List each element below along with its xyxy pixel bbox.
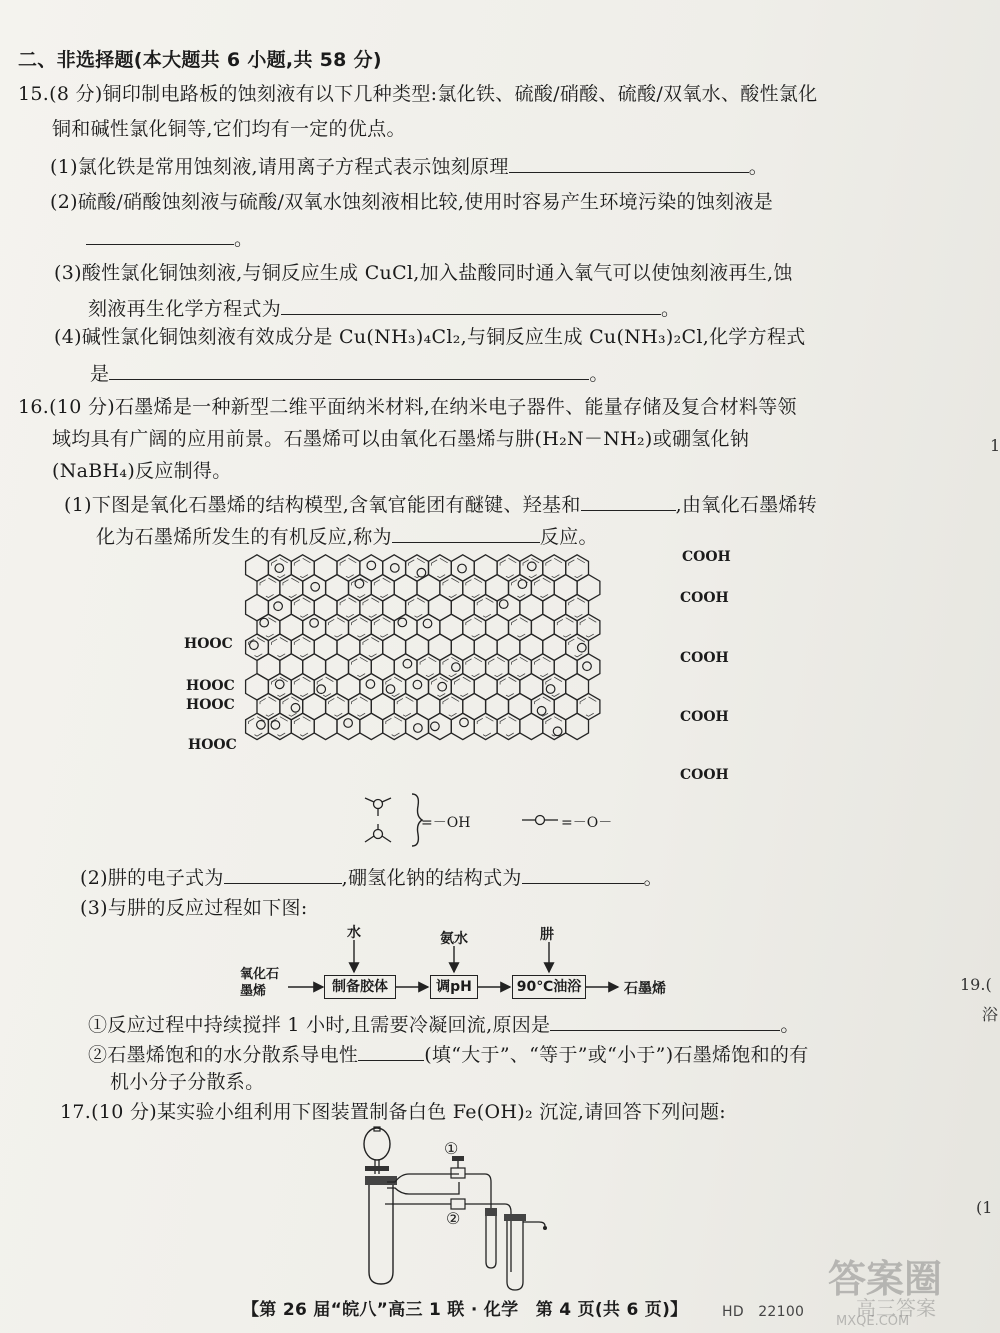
period: 。 xyxy=(748,156,769,178)
watermark-logo: 答案圈 xyxy=(828,1257,943,1301)
oxygen-group-marker xyxy=(553,727,562,736)
period: 。 xyxy=(780,1014,800,1036)
double-bond xyxy=(260,578,277,597)
oxygen-group-marker xyxy=(391,564,400,573)
group-hooc: HOOC xyxy=(186,697,235,713)
legend-hydroxyl-icon xyxy=(360,790,430,850)
double-bond xyxy=(363,598,380,617)
oxygen-group-marker xyxy=(578,643,587,652)
oxygen-group-marker xyxy=(366,680,375,689)
apparatus-label-1: ① xyxy=(444,1139,459,1158)
oxygen-group-marker xyxy=(458,564,467,573)
oxygen-group-marker xyxy=(417,568,426,577)
q16-part1 xyxy=(64,492,817,517)
double-bond xyxy=(294,558,311,577)
double-bond xyxy=(466,618,483,637)
q15-part3-answer xyxy=(88,296,680,321)
double-bond xyxy=(340,558,357,577)
flow-input-hydrazine: 肼 xyxy=(540,927,554,943)
double-bond xyxy=(260,697,277,716)
flow-step-colloid: 制备胶体 xyxy=(324,975,396,999)
q16-part1-text-b: ,由氧化石墨烯转 xyxy=(675,494,818,516)
answer-blank[interactable] xyxy=(281,296,661,315)
q16-sub2-text-b: (填“大于”、“等于”或“小于”)石墨烯饱和的有 xyxy=(424,1044,809,1066)
graphene-oxide-structure xyxy=(235,548,675,780)
group-cooh: COOH xyxy=(680,650,729,666)
q16-part1-text-d: 反应。 xyxy=(539,526,598,548)
q16-line2: 域均具有广阔的应用前景。石墨烯可以由氧化石墨烯与肼(H₂N－NH₂)或硼氢化钠 xyxy=(52,428,750,450)
period: 。 xyxy=(234,228,254,250)
oxygen-group-marker xyxy=(275,680,284,689)
q16-part2-text-a: (2)肼的电子式为 xyxy=(80,867,224,889)
q15-line2: 铜和碱性氯化铜等,它们均有一定的优点。 xyxy=(52,118,406,140)
answer-blank[interactable] xyxy=(509,154,749,173)
q16-sub2-text-a: ②石墨烯饱和的水分散系导电性 xyxy=(88,1044,359,1066)
double-bond xyxy=(386,717,403,736)
double-bond xyxy=(443,697,460,716)
flow-step-oil-bath: 90℃油浴 xyxy=(512,975,586,999)
double-bond xyxy=(477,598,494,617)
flow-step-ph: 调pH xyxy=(430,975,478,999)
period: 。 xyxy=(643,867,663,889)
q15-part2: (2)硫酸/硝酸蚀刻液与硫酸/双氧水蚀刻液相比较,使用时容易产生环境污染的蚀刻液是 xyxy=(50,191,774,213)
double-bond xyxy=(283,578,300,597)
double-bond xyxy=(352,697,369,716)
oxygen-group-marker xyxy=(398,618,407,627)
double-bond xyxy=(500,677,517,696)
answer-blank[interactable] xyxy=(109,361,589,380)
double-bond xyxy=(352,657,369,676)
group-cooh: COOH xyxy=(680,767,729,783)
double-bond xyxy=(329,618,346,637)
oxygen-group-marker xyxy=(344,719,353,728)
group-hooc: HOOC xyxy=(186,678,235,694)
double-bond xyxy=(569,598,586,617)
functional-group-markers xyxy=(250,561,592,736)
double-bond xyxy=(409,598,426,617)
side-text: 19.( xyxy=(960,975,992,994)
footer-text: 【第 26 届“皖八”高三 1 联 · 化学 第 4 页(共 6 页)】 xyxy=(242,1300,688,1320)
double-bond xyxy=(512,618,529,637)
answer-blank[interactable] xyxy=(86,226,234,245)
oxygen-group-marker xyxy=(414,724,423,733)
q15-line1: 15.(8 分)铜印制电路板的蚀刻液有以下几种类型:氯化铁、硫酸/硝酸、硫酸/双氧水、酸性氯化 xyxy=(18,83,818,105)
q15-part3: (3)酸性氯化铜蚀刻液,与铜反应生成 CuCl,加入盐酸同时通入氧气可以使蚀刻液再生,蚀 xyxy=(54,262,793,284)
answer-blank[interactable] xyxy=(581,492,676,511)
oxygen-group-marker xyxy=(367,561,376,570)
q16-sub1 xyxy=(88,1012,800,1037)
double-bond xyxy=(374,618,391,637)
watermark-logo: 高三答案 xyxy=(856,1296,936,1320)
q16-line3: (NaBH₄)反应制得。 xyxy=(52,460,232,482)
q15-part4-text: 是 xyxy=(90,363,110,385)
answer-blank[interactable] xyxy=(358,1042,424,1061)
q15-part1 xyxy=(50,154,768,179)
watermark-logo: MXQE.COM xyxy=(836,1314,910,1329)
double-bond xyxy=(466,578,483,597)
group-cooh: COOH xyxy=(682,549,731,565)
group-cooh: COOH xyxy=(680,590,729,606)
double-bond xyxy=(500,717,517,736)
double-bond xyxy=(534,657,551,676)
flow-input-ammonia: 氨水 xyxy=(440,931,468,947)
side-text: 1 xyxy=(990,436,1000,455)
oxygen-group-marker xyxy=(310,619,319,628)
oxygen-group-marker xyxy=(275,564,284,573)
answer-blank[interactable] xyxy=(224,865,342,884)
apparatus-label-2: ② xyxy=(446,1209,461,1228)
double-bond xyxy=(363,638,380,657)
q15-part4-answer xyxy=(90,361,609,386)
period: 。 xyxy=(661,298,681,320)
oxygen-group-marker xyxy=(583,662,592,671)
q15-part1-text: (1)氯化铁是常用蚀刻液,请用离子方程式表示蚀刻原理 xyxy=(50,156,509,178)
q17-line1: 17.(10 分)某实验小组利用下图装置制备白色 Fe(OH)₂ 沉淀,请回答下列问题: xyxy=(60,1101,726,1123)
oxygen-group-marker xyxy=(518,580,527,589)
oxygen-group-marker xyxy=(423,619,432,628)
double-bond xyxy=(294,717,311,736)
group-hooc: HOOC xyxy=(188,737,237,753)
hexagon-ring xyxy=(314,713,337,739)
double-bond xyxy=(580,618,597,637)
q16-part1-text-a: (1)下图是氧化石墨烯的结构模型,含氧官能团有醚键、羟基和 xyxy=(64,494,581,516)
oxygen-group-marker xyxy=(274,602,283,611)
double-bond xyxy=(329,697,346,716)
oxygen-group-marker xyxy=(413,680,422,689)
double-bond xyxy=(466,657,483,676)
legend-o-label: =－O－ xyxy=(561,815,613,831)
double-bond xyxy=(374,578,391,597)
double-bond xyxy=(432,558,449,577)
side-text: (1 xyxy=(976,1198,993,1217)
q16-part2 xyxy=(80,865,663,890)
double-bond xyxy=(557,618,574,637)
oxygen-group-marker xyxy=(317,685,326,694)
oxygen-group-marker xyxy=(431,722,440,731)
footer-code: HD 22100 xyxy=(722,1304,805,1320)
q16-part1-cont xyxy=(96,524,598,549)
double-bond xyxy=(294,677,311,696)
double-bond xyxy=(352,618,369,637)
flow-input-water: 水 xyxy=(347,925,361,941)
answer-blank[interactable] xyxy=(392,524,540,543)
q16-part2-text-b: ,硼氢化钠的结构式为 xyxy=(341,867,522,889)
side-text: 浴 xyxy=(982,1005,999,1024)
oxygen-group-marker xyxy=(537,707,546,716)
oxygen-group-marker xyxy=(311,583,320,592)
flow-end: 石墨烯 xyxy=(624,981,666,997)
hexagon-lattice xyxy=(246,555,600,740)
answer-blank[interactable] xyxy=(550,1012,780,1031)
q15-part2-answer xyxy=(86,226,253,251)
flow-start: 氧化石 墨烯 xyxy=(240,967,280,999)
oxygen-group-marker xyxy=(403,659,412,668)
double-bond xyxy=(477,717,494,736)
oxygen-group-marker xyxy=(438,682,447,691)
hexagon-ring xyxy=(360,713,383,739)
oxygen-group-marker xyxy=(257,721,266,730)
double-bond xyxy=(512,657,529,676)
oxygen-group-marker xyxy=(452,663,461,672)
q15-part3-text: 刻液再生化学方程式为 xyxy=(88,298,282,320)
q16-sub2-cont: 机小分子分散系。 xyxy=(110,1071,265,1093)
double-bond xyxy=(294,638,311,657)
q16-sub2 xyxy=(88,1042,809,1067)
oxygen-group-marker xyxy=(528,562,537,571)
section-title: 二、非选择题(本大题共 6 小题,共 58 分) xyxy=(18,49,382,71)
oxygen-group-marker xyxy=(271,721,280,730)
oxygen-group-marker xyxy=(460,718,469,727)
oxygen-group-marker xyxy=(355,579,364,588)
double-bond xyxy=(546,558,563,577)
double-bond xyxy=(580,697,597,716)
oxygen-group-marker xyxy=(386,685,395,694)
period: 。 xyxy=(589,363,609,385)
oxygen-group-marker xyxy=(499,600,508,609)
hexagon-ring xyxy=(520,713,543,739)
q16-part3: (3)与肼的反应过程如下图: xyxy=(80,897,308,919)
double-bond xyxy=(454,677,471,696)
double-bond xyxy=(420,657,437,676)
hexagon-ring xyxy=(566,713,589,739)
oxygen-group-marker xyxy=(250,641,259,650)
group-hooc: HOOC xyxy=(184,636,233,652)
double-bond xyxy=(500,558,517,577)
legend-oh-label: =－OH xyxy=(421,815,471,831)
q15-part4: (4)碱性氯化铜蚀刻液有效成分是 Cu(NH₃)₄Cl₂,与铜反应生成 Cu(NH₃)₂Cl,化学方程式 xyxy=(54,326,806,348)
double-bond xyxy=(443,578,460,597)
double-bond xyxy=(272,638,289,657)
double-bond xyxy=(569,558,586,577)
double-bond xyxy=(489,657,506,676)
answer-blank[interactable] xyxy=(522,865,644,884)
oxygen-group-marker xyxy=(260,618,269,627)
oxygen-group-marker xyxy=(546,685,555,694)
double-bond xyxy=(340,598,357,617)
double-bond xyxy=(397,697,414,716)
oxygen-group-marker xyxy=(291,704,300,713)
q16-line1: 16.(10 分)石墨烯是一种新型二维平面纳米材料,在纳米电子器件、能量存储及复合材料等领 xyxy=(18,396,797,418)
double-bond xyxy=(534,578,551,597)
double-bond xyxy=(294,598,311,617)
q16-sub1-text: ①反应过程中持续搅拌 1 小时,且需要冷凝回流,原因是 xyxy=(88,1014,551,1036)
q16-part1-text-c: 化为石墨烯所发生的有机反应,称为 xyxy=(96,526,392,548)
group-cooh: COOH xyxy=(680,709,729,725)
